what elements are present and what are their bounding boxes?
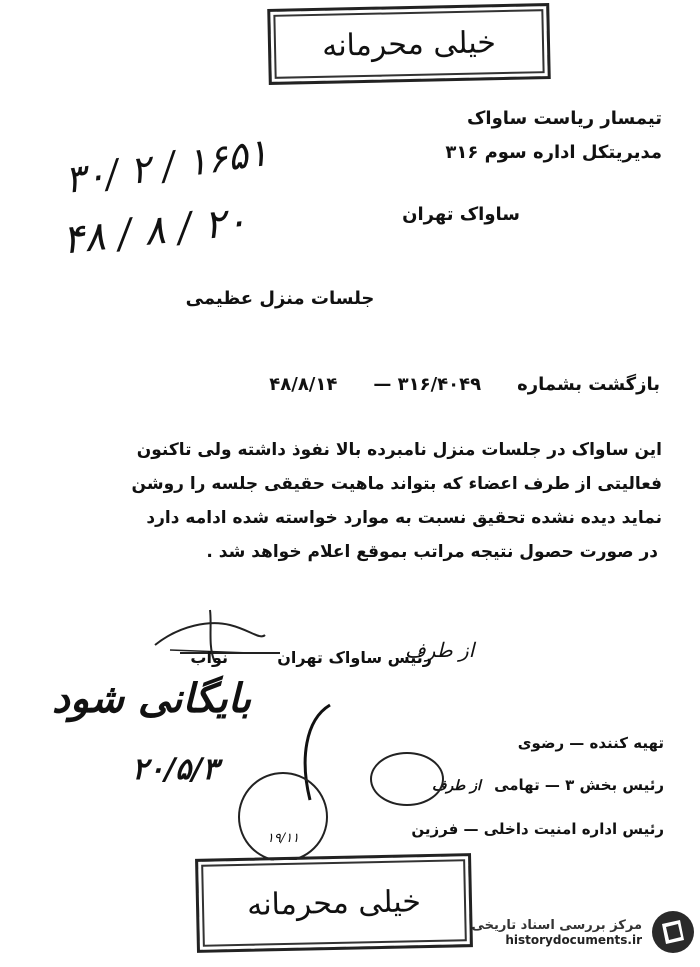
signer-title: رئیس ساواک تهران [277,648,432,667]
round-stamp [238,772,328,862]
top-stamp-text: خیلی محرمانه [321,24,497,64]
header-origin: ساواک تهران [402,204,520,225]
round-stamp-date: ۱۹/۱۱ [266,831,300,846]
section-chief-prefix: از طرف [431,778,481,794]
reference-line [40,374,660,395]
watermark [456,904,696,960]
signature-initial: از طرف [405,638,475,662]
reference-label: بازگشت بشماره [517,374,660,395]
reference-number: ۳۱۶/۴۰۴۹ — [373,374,482,395]
handwritten-archive-date: ۲۰/۵/۳ [132,752,219,787]
watermark-url: historydocuments.ir [505,932,642,947]
department-chief: رئیس اداره امنیت داخلی — فرزین [411,820,664,838]
body-line: این ساواک در جلسات منزل نامبرده بالا نفوذ داشته ولی تاکنون [136,440,662,460]
letter-body [42,440,662,576]
body-line: نماید دیده نشده تحقیق نسبت به موارد خواسته شده ادامه دارد [146,508,662,528]
body-line: فعالیتی از طرف اعضاء که بتواند ماهیت حقیقی جلسه را روشن [131,474,662,494]
signer-name: نواب [190,648,228,667]
tahami-signature-circle [370,752,444,806]
handwritten-archive-note: بایگانی شود [52,675,252,722]
watermark-text: مرکز بررسی اسناد تاریخی [471,917,642,933]
handwritten-registration-date: ۴۸ / ۸ / ۲۰ [60,198,250,264]
header-department: مدیریتکل اداره سوم ۳۱۶ [445,142,662,163]
archive-logo-icon [650,909,696,955]
top-secret-stamp [267,3,551,85]
reference-date: ۴۸/۸/۱۴ [269,374,338,395]
prepared-by: تهیه کننده — رضوی [517,734,664,752]
subject: جلسات منزل عظیمی [185,288,375,309]
bottom-stamp-text: خیلی محرمانه [246,883,422,923]
bottom-secret-stamp [195,853,473,953]
header-recipient: تیمسار ریاست ساواک [466,108,662,129]
handwritten-registration: ۳۰/ ۲ / ۱۶۵۱ [61,129,271,203]
section-chief: رئیس بخش ۳ — تهامی از طرف [431,776,664,794]
body-line: در صورت حصول نتیجه مراتب بموقع اعلام خواهد شد . [206,542,658,562]
